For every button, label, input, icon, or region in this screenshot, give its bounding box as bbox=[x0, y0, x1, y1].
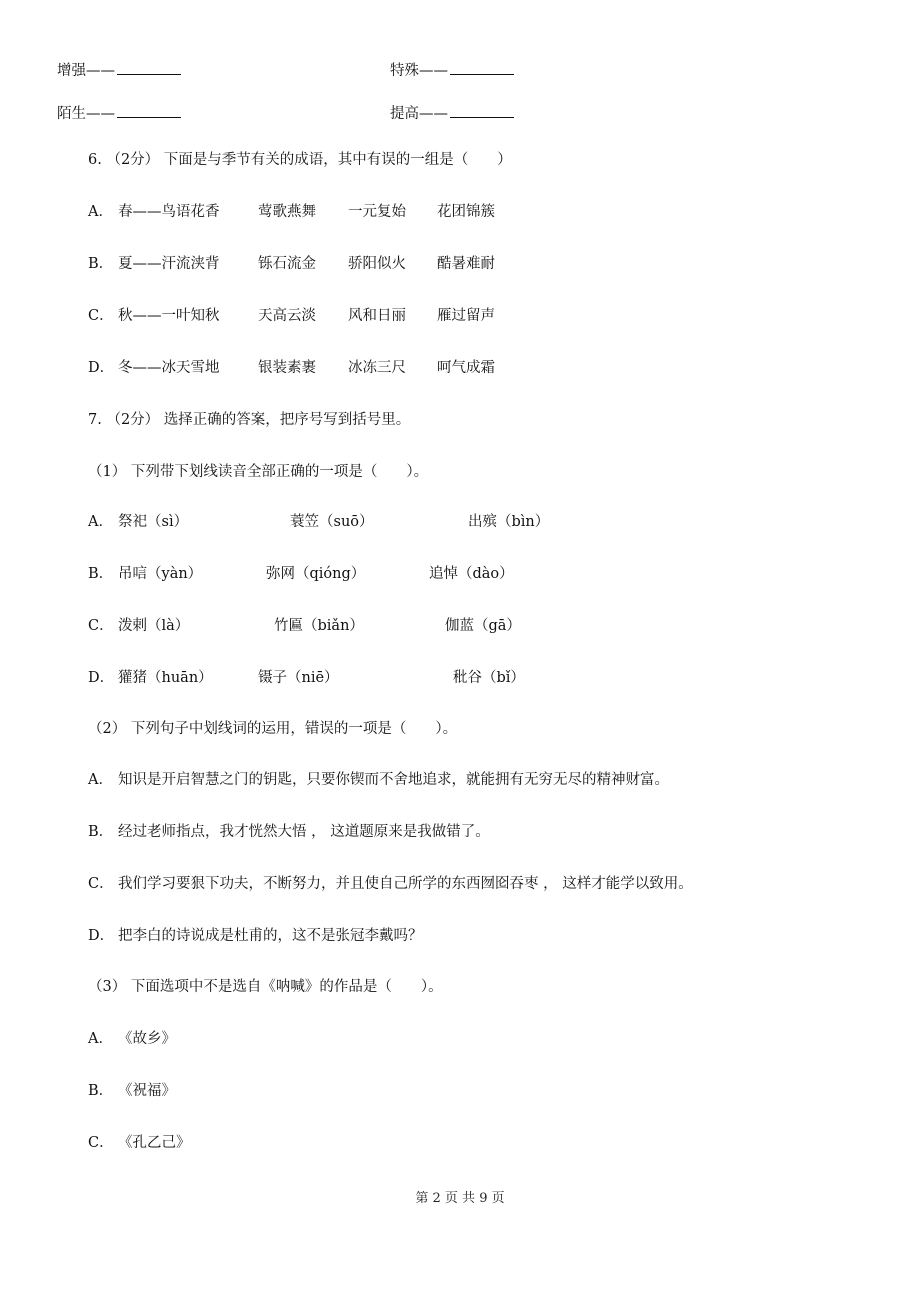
word-pinyin: 祭祀（sì） bbox=[118, 514, 189, 530]
option-label: D． bbox=[88, 360, 115, 376]
pair-word: 陌生—— bbox=[57, 106, 115, 122]
option-text: 我们学习要狠下功夫，不断努力，并且使自己所学的东西囫囵吞枣 ， 这样才能学以致用。 bbox=[118, 876, 693, 892]
word-pinyin: 镊子（niē） bbox=[258, 670, 339, 686]
option-label: B． bbox=[88, 256, 114, 272]
option-text: 《祝福》 bbox=[118, 1083, 176, 1099]
q6-option-c[interactable] bbox=[88, 306, 495, 326]
q6-option-d[interactable] bbox=[88, 358, 495, 378]
idiom: 一元复始 bbox=[348, 204, 406, 220]
word-pinyin: 吊唁（yàn） bbox=[118, 566, 203, 582]
pair-word: 提高—— bbox=[390, 106, 448, 122]
q7-sub3-option-c[interactable] bbox=[88, 1133, 191, 1153]
q7-sub3-stem: （3） 下面选项中不是选自《呐喊》的作品是（ ）。 bbox=[88, 979, 443, 995]
option-label: A． bbox=[88, 772, 113, 788]
option-label: A． bbox=[88, 204, 113, 220]
word-pinyin: 秕谷（bǐ） bbox=[453, 670, 525, 686]
idiom: 秋——一叶知秋 bbox=[118, 308, 220, 324]
idiom: 天高云淡 bbox=[258, 308, 316, 324]
q7-sub2-stem: （2） 下列句子中划线词的运用，错误的一项是（ ）。 bbox=[88, 721, 458, 737]
q7-sub1-option-b[interactable] bbox=[88, 564, 514, 584]
q7-sub1-stem: （1） 下列带下划线读音全部正确的一项是（ ）。 bbox=[88, 464, 429, 480]
option-label: A． bbox=[88, 514, 113, 530]
option-label: C． bbox=[88, 308, 114, 324]
idiom: 夏——汗流浃背 bbox=[118, 256, 220, 272]
page-footer: 第 2 页 共 9 页 bbox=[415, 1191, 505, 1206]
word-pinyin: 竹匾（biǎn） bbox=[274, 618, 364, 634]
word-pinyin: 伽蓝（gā） bbox=[445, 618, 521, 634]
word-pinyin: 蓑笠（suō） bbox=[290, 514, 374, 530]
q6-option-b[interactable] bbox=[88, 254, 495, 274]
answer-blank[interactable] bbox=[117, 103, 181, 118]
option-text: 把李白的诗说成是杜甫的，这不是张冠李戴吗？ bbox=[118, 928, 423, 944]
option-text: 经过老师指点，我才恍然大悟 ， 这道题原来是我做错了。 bbox=[118, 824, 490, 840]
idiom: 酷暑难耐 bbox=[437, 256, 495, 272]
idiom: 雁过留声 bbox=[437, 308, 495, 324]
answer-blank[interactable] bbox=[117, 60, 181, 75]
word-pinyin: 泼剌（là） bbox=[118, 618, 190, 634]
q7-sub3-option-b[interactable] bbox=[88, 1081, 176, 1101]
pair-word: 特殊—— bbox=[390, 63, 448, 79]
idiom: 春——鸟语花香 bbox=[118, 204, 220, 220]
q7-sub3-option-a[interactable] bbox=[88, 1029, 176, 1049]
question-6-stem: 6. （2分） 下面是与季节有关的成语，其中有误的一组是（ ） bbox=[88, 152, 512, 168]
word-pinyin: 出殡（bìn） bbox=[468, 514, 550, 530]
q6-option-a[interactable] bbox=[88, 202, 495, 222]
pair-right-1 bbox=[390, 60, 514, 81]
word-pinyin: 獾猪（huān） bbox=[118, 670, 213, 686]
idiom: 花团锦簇 bbox=[437, 204, 495, 220]
idiom: 风和日丽 bbox=[348, 308, 406, 324]
answer-blank[interactable] bbox=[450, 60, 514, 75]
q7-sub1-option-c[interactable] bbox=[88, 616, 521, 636]
option-text: 知识是开启智慧之门的钥匙，只要你锲而不舍地追求，就能拥有无穷无尽的精神财富。 bbox=[118, 772, 669, 788]
idiom: 呵气成霜 bbox=[437, 360, 495, 376]
pair-word: 增强—— bbox=[57, 63, 115, 79]
option-label: C． bbox=[88, 876, 114, 892]
option-label: B． bbox=[88, 1083, 114, 1099]
pair-left-1 bbox=[57, 60, 181, 81]
question-7-stem: 7. （2分） 选择正确的答案，把序号写到括号里。 bbox=[88, 412, 411, 428]
q7-sub1-option-d[interactable] bbox=[88, 668, 525, 688]
option-label: B． bbox=[88, 824, 114, 840]
answer-blank[interactable] bbox=[450, 103, 514, 118]
idiom: 铄石流金 bbox=[258, 256, 316, 272]
q7-sub2-option-d[interactable] bbox=[88, 926, 423, 946]
option-label: D． bbox=[88, 670, 115, 686]
idiom: 冬——冰天雪地 bbox=[118, 360, 220, 376]
q7-sub2-option-b[interactable] bbox=[88, 822, 490, 842]
q7-sub1-option-a[interactable] bbox=[88, 512, 550, 532]
option-text: 《故乡》 bbox=[118, 1031, 176, 1047]
pair-right-2 bbox=[390, 103, 514, 124]
idiom: 骄阳似火 bbox=[348, 256, 406, 272]
option-label: C． bbox=[88, 1135, 114, 1151]
idiom: 冰冻三尺 bbox=[348, 360, 406, 376]
idiom: 银装素裹 bbox=[258, 360, 316, 376]
q7-sub2-option-a[interactable] bbox=[88, 770, 669, 790]
word-pinyin: 追悼（dào） bbox=[429, 566, 514, 582]
q7-sub2-option-c[interactable] bbox=[88, 874, 693, 894]
pair-left-2 bbox=[57, 103, 181, 124]
option-text: 《孔乙己》 bbox=[118, 1135, 191, 1151]
word-pinyin: 弥网（qióng） bbox=[266, 566, 366, 582]
option-label: D． bbox=[88, 928, 115, 944]
option-label: C． bbox=[88, 618, 114, 634]
option-label: A． bbox=[88, 1031, 113, 1047]
option-label: B． bbox=[88, 566, 114, 582]
idiom: 莺歌燕舞 bbox=[258, 204, 316, 220]
